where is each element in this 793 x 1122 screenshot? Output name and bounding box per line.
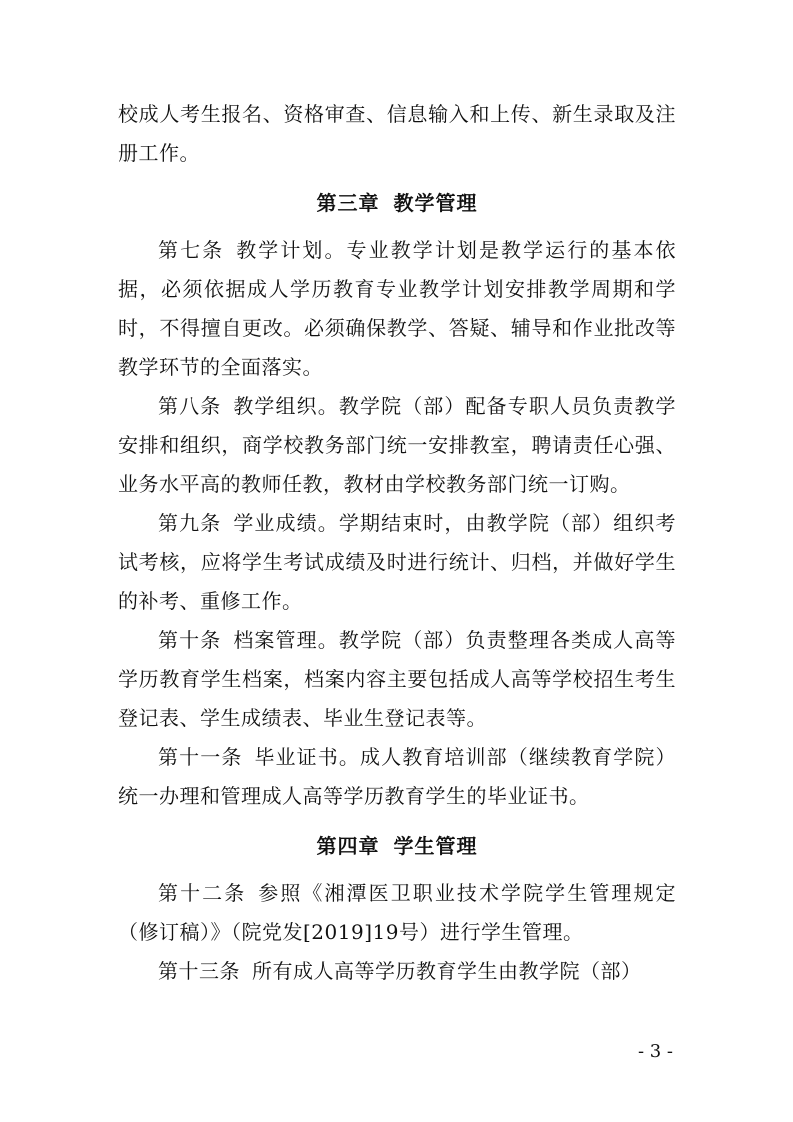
article-13-number: 第十三条 xyxy=(158,959,240,983)
article-7-text: 教学计划。专业教学计划是教学运行的基本依据，必须依据成人学历教育专业教学计划安排教学周期和学时，不得擅自更改。必须确保教学、答疑、辅导和作业批改等教学环节的全面落实。 xyxy=(118,238,677,379)
chapter-3-number: 第三章 xyxy=(316,191,380,215)
chapter-3-title: 教学管理 xyxy=(393,191,478,215)
chapter-4-heading xyxy=(118,826,676,866)
article-7-number: 第七条 xyxy=(158,238,225,262)
article-10 xyxy=(118,621,676,738)
article-8 xyxy=(118,387,676,504)
article-9 xyxy=(118,504,676,621)
article-13 xyxy=(118,952,676,991)
article-10-text: 档案管理。教学院（部）负责整理各类成人高等学历教育学生档案，档案内容主要包括成人高等学校招生考生登记表、学生成绩表、毕业生登记表等。 xyxy=(118,628,677,730)
article-12-text: 参照《湘潭医卫职业技术学院学生管理规定（修订稿）》（院党发[2019]19号）进行学生管理。 xyxy=(118,881,677,944)
article-13-text: 所有成人高等学历教育学生由教学院（部） xyxy=(252,959,642,983)
article-10-number: 第十条 xyxy=(158,628,222,652)
chapter-4-title: 学生管理 xyxy=(393,834,478,858)
article-8-number: 第八条 xyxy=(158,394,222,418)
article-7 xyxy=(118,231,676,387)
document-body xyxy=(118,95,676,991)
article-11 xyxy=(118,738,676,816)
chapter-3-heading xyxy=(118,183,676,223)
continued-text: 校成人考生报名、资格审查、信息输入和上传、新生录取及注册工作。 xyxy=(118,102,676,165)
article-12 xyxy=(118,874,676,952)
article-11-text: 毕业证书。成人教育培训部（继续教育学院）统一办理和管理成人高等学历教育学生的毕业证书。 xyxy=(118,745,677,808)
chapter-4-number: 第四章 xyxy=(316,834,380,858)
article-8-text: 教学组织。教学院（部）配备专职人员负责教学安排和组织，商学校教务部门统一安排教室，聘请责任心强、业务水平高的教师任教，教材由学校教务部门统一订购。 xyxy=(118,394,677,496)
article-9-number: 第九条 xyxy=(158,511,222,535)
article-11-number: 第十一条 xyxy=(158,745,243,769)
continued-paragraph xyxy=(118,95,676,173)
article-12-number: 第十二条 xyxy=(158,881,247,905)
article-9-text: 学业成绩。学期结束时，由教学院（部）组织考试考核，应将学生考试成绩及时进行统计、归档，并做好学生的补考、重修工作。 xyxy=(118,511,677,613)
page-number: - 3 - xyxy=(637,1041,673,1062)
